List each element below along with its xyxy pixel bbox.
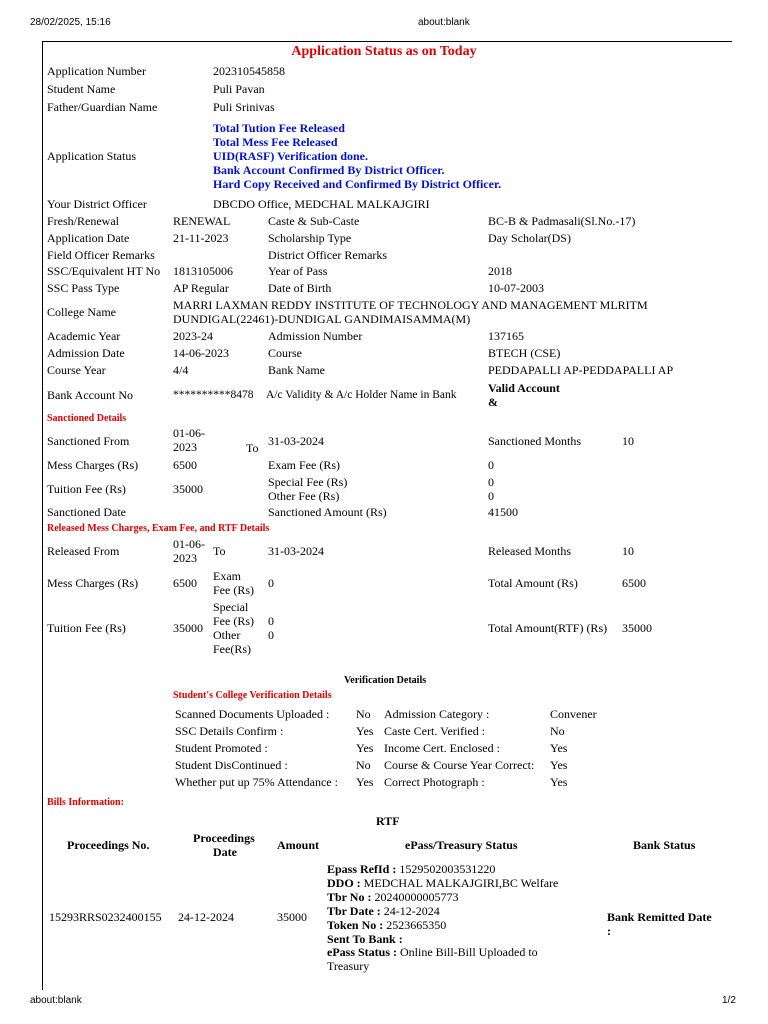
verification-label: Caste Cert. Verified :	[384, 724, 486, 738]
released-tuition-label: Tuition Fee (Rs)	[47, 621, 126, 635]
released-exam-label: Exam	[213, 569, 241, 583]
special-fee-label: Special Fee (Rs)	[268, 475, 348, 489]
verification-value: Convener	[550, 707, 597, 721]
app-number-label: Application Number	[47, 64, 146, 78]
verification-label: Correct Photograph :	[384, 775, 485, 789]
epass-status-cont: Treasury	[327, 959, 370, 973]
sanctioned-from: 2023	[173, 440, 197, 454]
sanctioned-amount: 41500	[488, 505, 518, 519]
validity: &	[488, 395, 498, 409]
ssc-type-label: SSC Pass Type	[47, 281, 120, 295]
admission-number-label: Admission Number	[268, 329, 363, 343]
col-proceedings-date: Date	[213, 845, 237, 859]
sanctioned-to: 31-03-2024	[268, 434, 324, 448]
validity: Valid Account	[488, 381, 560, 395]
rtf-total-label: Total Amount(RTF) (Rs)	[488, 621, 608, 635]
released-special-label: Special	[213, 600, 249, 614]
father-name-label: Father/Guardian Name	[47, 100, 158, 114]
bank-account: **********8478	[173, 389, 254, 401]
bank-remitted-date: Bank Remitted Date	[607, 910, 712, 924]
fresh-renewal-label: Fresh/Renewal	[47, 214, 119, 228]
year-of-pass: 2018	[488, 264, 512, 278]
verification-value: Yes	[356, 775, 374, 789]
mess-charges-label: Mess Charges (Rs)	[47, 458, 139, 472]
verification-value: No	[550, 724, 565, 738]
frame-top-border	[42, 41, 732, 42]
print-url: about:blank	[418, 17, 470, 28]
tuition-fee-label: Tuition Fee (Rs)	[47, 482, 126, 496]
col-amount: Amount	[277, 838, 320, 852]
app-date: 21-11-2023	[173, 231, 229, 245]
year-of-pass-label: Year of Pass	[268, 264, 328, 278]
other-fee-label: Other Fee (Rs)	[268, 489, 340, 503]
mess-charges: 6500	[173, 458, 197, 472]
verification-heading: Verification Details	[344, 675, 427, 686]
father-name: Puli Srinivas	[213, 100, 275, 114]
released-special: 0	[268, 614, 274, 628]
status-line: Total Tution Fee Released	[213, 121, 345, 135]
exam-fee: 0	[488, 458, 494, 472]
ssc-ht-label: SSC/Equivalent HT No	[47, 264, 161, 278]
sanctioned-heading: Sanctioned Details	[47, 413, 127, 424]
bill-proceedings-no: 15293RRS0232400155	[49, 910, 162, 924]
admission-date-label: Admission Date	[47, 346, 125, 360]
course-year-label: Course Year	[47, 363, 106, 377]
status-line: Total Mess Fee Released	[213, 135, 338, 149]
total-amount-label: Total Amount (Rs)	[488, 576, 578, 590]
verification-value: No	[356, 707, 371, 721]
app-status-label: Application Status	[47, 149, 136, 163]
college-name: MARRI LAXMAN REDDY INSTITUTE OF TECHNOLOGY AND MANAGEMENT MLRITM	[173, 298, 648, 312]
caste: BC-B & Padmasali(Sl.No.-17)	[488, 214, 636, 228]
epass-refid: Epass RefId : 1529502003531220	[327, 862, 496, 876]
sanctioned-from: 01-06-	[173, 426, 205, 440]
status-line: Hard Copy Received and Confirmed By District Officer.	[213, 177, 502, 191]
released-months-label: Released Months	[488, 544, 571, 558]
sanctioned-months: 10	[622, 434, 634, 448]
status-line: Bank Account Confirmed By District Officer.	[213, 163, 445, 177]
verification-subheading: Student's College Verification Details	[173, 690, 332, 701]
bank-account-label: Bank Account No	[47, 388, 133, 402]
verification-value: Yes	[550, 741, 568, 755]
released-mess-label: Mess Charges (Rs)	[47, 576, 139, 590]
tuition-fee: 35000	[173, 482, 203, 496]
admission-date: 14-06-2023	[173, 346, 229, 360]
academic-year-label: Academic Year	[47, 329, 121, 343]
other-fee: 0	[488, 489, 494, 503]
verification-label: SSC Details Confirm :	[175, 724, 284, 738]
tbr-no: Tbr No : 20240000005773	[327, 890, 459, 904]
verification-value: No	[356, 758, 371, 772]
released-exam: 0	[268, 576, 274, 590]
academic-year: 2023-24	[173, 329, 213, 343]
released-from: 01-06-	[173, 537, 205, 551]
tbr-date: Tbr Date : 24-12-2024	[327, 904, 440, 918]
verification-label: Whether put up 75% Attendance :	[175, 775, 338, 789]
sanctioned-amount-label: Sanctioned Amount (Rs)	[268, 505, 387, 519]
district-officer-label: Your District Officer	[47, 197, 147, 211]
token-no: Token No : 2523665350	[327, 918, 447, 932]
sent-to-bank: Sent To Bank :	[327, 932, 403, 946]
frame-left-border	[42, 41, 43, 990]
released-special-label: Fee (Rs)	[213, 614, 254, 628]
status-line: UID(RASF) Verification done.	[213, 149, 368, 163]
verification-label: Student Promoted :	[175, 741, 268, 755]
released-months: 10	[622, 544, 634, 558]
bill-proceedings-date: 24-12-2024	[178, 910, 234, 924]
col-proceedings-date: Proceedings	[193, 831, 255, 845]
released-other-label: Other	[213, 628, 241, 642]
released-to: 31-03-2024	[268, 544, 324, 558]
released-from: 2023	[173, 551, 197, 565]
sanctioned-months-label: Sanctioned Months	[488, 434, 581, 448]
footer-url: about:blank	[30, 995, 82, 1006]
sanctioned-to-label: To	[246, 441, 259, 455]
bank-name-label: Bank Name	[268, 363, 325, 377]
course-year: 4/4	[173, 363, 189, 377]
college-label: College Name	[47, 305, 116, 319]
scholarship-type-label: Scholarship Type	[268, 231, 352, 245]
bills-heading: Bills Information:	[47, 797, 124, 808]
student-name-label: Student Name	[47, 82, 116, 96]
sanctioned-date-label: Sanctioned Date	[47, 505, 126, 519]
verification-label: Admission Category :	[384, 707, 490, 721]
district-remarks-label: District Officer Remarks	[268, 248, 388, 262]
exam-fee-label: Exam Fee (Rs)	[268, 458, 340, 472]
total-amount: 6500	[622, 576, 646, 590]
released-tuition: 35000	[173, 621, 203, 635]
rtf-total: 35000	[622, 621, 652, 635]
bill-amount: 35000	[277, 910, 307, 924]
verification-value: Yes	[550, 758, 568, 772]
ddo: DDO : MEDCHAL MALKAJGIRI,BC Welfare	[327, 876, 559, 890]
epass-status: ePass Status : Online Bill-Bill Uploaded to	[327, 945, 538, 959]
course: BTECH (CSE)	[488, 346, 561, 360]
admission-number: 137165	[488, 329, 524, 343]
col-proceedings-no: Proceedings No.	[67, 838, 150, 852]
district-officer: DBCDO Office, MEDCHAL MALKAJGIRI	[213, 197, 430, 211]
scholarship-type: Day Scholar(DS)	[488, 231, 571, 245]
print-datetime: 28/02/2025, 15:16	[30, 17, 111, 28]
released-other: 0	[268, 628, 274, 642]
col-epass-status: ePass/Treasury Status	[405, 838, 518, 852]
student-name: Puli Pavan	[213, 82, 265, 96]
rtf-title: RTF	[376, 814, 400, 828]
field-remarks-label: Field Officer Remarks	[47, 248, 155, 262]
bank-name: PEDDAPALLI AP-PEDDAPALLI AP	[488, 363, 674, 377]
caste-label: Caste & Sub-Caste	[268, 214, 360, 228]
ssc-ht: 1813105006	[173, 264, 233, 278]
ssc-type: AP Regular	[173, 281, 229, 295]
validity-label: A/c Validity & A/c Holder Name in Bank	[266, 389, 457, 401]
released-from-label: Released From	[47, 544, 120, 558]
app-number: 202310545858	[213, 64, 285, 78]
course-label: Course	[268, 346, 302, 360]
app-date-label: Application Date	[47, 231, 130, 245]
verification-label: Scanned Documents Uploaded :	[175, 707, 330, 721]
verification-label: Income Cert. Enclosed :	[384, 741, 500, 755]
verification-value: Yes	[550, 775, 568, 789]
bank-remitted-date: :	[607, 924, 611, 938]
col-bank-status: Bank Status	[633, 838, 696, 852]
verification-label: Student DisContinued :	[175, 758, 288, 772]
special-fee: 0	[488, 475, 494, 489]
verification-value: Yes	[356, 724, 374, 738]
verification-label: Course & Course Year Correct:	[384, 758, 535, 772]
sanctioned-from-label: Sanctioned From	[47, 434, 130, 448]
released-mess: 6500	[173, 576, 197, 590]
released-to-label: To	[213, 544, 226, 558]
released-other-label: Fee(Rs)	[213, 642, 251, 656]
released-exam-label: Fee (Rs)	[213, 583, 254, 597]
dob-label: Date of Birth	[268, 281, 332, 295]
college-name: DUNDIGAL(22461)-DUNDIGAL GANDIMAISAMMA(M)	[173, 312, 471, 326]
page-title: Application Status as on Today	[291, 44, 477, 59]
dob: 10-07-2003	[488, 281, 544, 295]
page-number: 1/2	[722, 995, 736, 1006]
released-heading: Released Mess Charges, Exam Fee, and RTF Details	[47, 523, 270, 534]
verification-value: Yes	[356, 741, 374, 755]
fresh-renewal: RENEWAL	[173, 214, 231, 228]
